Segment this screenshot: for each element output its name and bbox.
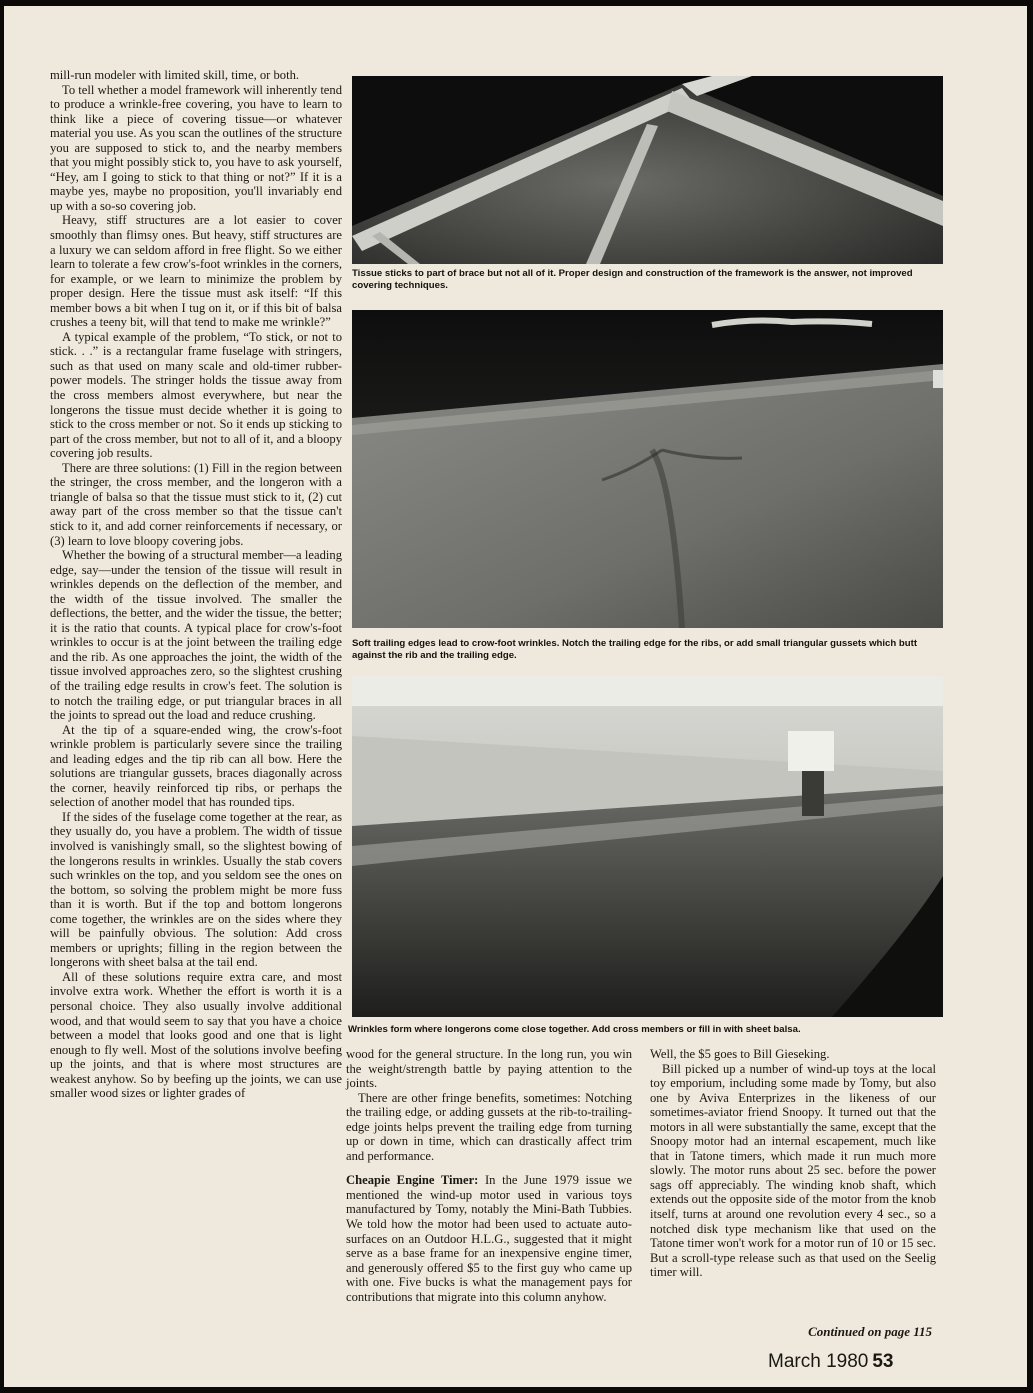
photo-caption: Wrinkles form where longerons come close together. Add cross members or fill in with sheet balsa. xyxy=(348,1024,801,1035)
paragraph: Well, the $5 goes to Bill Gieseking. xyxy=(650,1047,830,1061)
photo-caption: Tissue sticks to part of brace but not all of it. Proper design and construction of the framework is the answer, not improved covering techniques. xyxy=(352,268,913,292)
middle-text-column xyxy=(346,1047,632,1304)
paragraph: A typical example of the problem, “To stick, or not to stick. . .” is a rectangular frame fuselage with stringers, such as that used on many scale and old-timer rubber-power models. The stringer holds the tissue away from the cross members almost everywhere, but near the longerons the tissue must decide whether it is going to stick to the cross member or not. So it ends up sticking to part of the cross member, but not to all of it, and a bloopy covering job results. xyxy=(50,329,342,461)
issue-date: March 1980 xyxy=(768,1351,869,1372)
paragraph: Bill picked up a number of wind-up toys at the local toy emporium, including some made by Tomy, but also one by Aviva Enterprizes in the likeness of our sometimes-aviator friend Snoopy. It turned out that the motors in all were substantially the same, except that the Snoopy motor had an internal escapement, much like that in Tatone timers, which made it run much more slowly. The motor runs about 25 sec. before the power sags off appreciably. The winding knob shaft, which extends out the opposite side of the motor from the knob itself, turns at around one revolution every 4 sec., so a notched disk type mechanism like that used on the Tatone timer won't work for a motor run of 10 or 15 sec. But a scroll-type release such as that used on the Seelig timer will. xyxy=(650,1061,936,1280)
paragraph: Whether the bowing of a structural member—a leading edge, say—under the tension of the tissue will result in wrinkles depends on the deflection of the member, and the width of the tissue involved. The smaller the deflections, the better, and the wider the tissue, the better; it is the ratio that counts. A typical place for crow's-foot wrinkles to occur is at the joint between the trailing edge and the rib. As one approaches the joint, the width of the tissue involved approaches zero, so the slightest crushing of the trailing edge results in crow's feet. The solution is to notch the trailing edge, or put triangular braces in all the joints to spread out the load and reduce crushing. xyxy=(50,548,342,723)
timer-paragraph xyxy=(346,1173,632,1304)
paragraph: At the tip of a square-ended wing, the crow's-foot wrinkle problem is particularly severe since the trailing and leading edges and the tip rib can all bow. Here the solutions are triangular gussets, braces diagonally across the corner, heavily reinforced tip ribs, or perhaps the selection of another model that has rounded tips. xyxy=(50,722,342,810)
paragraph: To tell whether a model framework will inherently tend to produce a wrinkle-free covering, you have to learn to think like a piece of covering tissue—or whatever material you use. As you scan the outlines of the structure you are supposed to stick to, and the nearby members that you might possibly stick to, you have to ask yourself, “Hey, am I going to stick to that thing or not?” If it is a maybe yes, maybe no proposition, you'll invariably end up with a so-so covering job. xyxy=(50,82,342,213)
section-heading: Cheapie Engine Timer: xyxy=(346,1173,479,1188)
paragraph: wood for the general structure. In the long run, you win the weight/strength battle by paying attention to the joints. xyxy=(346,1047,632,1091)
left-text-column xyxy=(50,68,342,1101)
photo-tissue-brace xyxy=(352,76,943,264)
magazine-page xyxy=(4,6,1027,1387)
photo-longerons xyxy=(352,676,943,1017)
paragraph: There are other fringe benefits, sometimes: Notching the trailing edge, or adding gussets at the rib-to-trailing-edge joints helps prevent the trailing edge from turning up or down in time, which can drastically affect trim and performance. xyxy=(346,1090,632,1163)
paragraph: All of these solutions require extra care, and most involve extra work. Whether the effort is worth it is a personal choice. They also usually involve additional wood, and that would seem to say that you have a choice between a model that looks good and one that is light enough to fly well. Most of the solutions involve beefing up the joints, and that is where most structures are weakest anyhow. So by beefing up the joints, we can use smaller wood sizes or lighter grades of xyxy=(50,969,342,1101)
right-text-column xyxy=(650,1047,936,1280)
paragraph: If the sides of the fuselage come together at the rear, as they usually do, you have a problem. The width of tissue involved is vanishingly small, so the slightest bowing of the longerons results in wrinkles. Usually the stab covers such wrinkles on the top, and you seldom see the ones on the bottom, so solving the problem might be more fuss than it is worth. But if the top and bottom longerons come together, the wrinkles are on the sides where they will be painfully obvious. The solution: Add cross members or uprights; filling in the region between the longerons with sheet balsa at the tail end. xyxy=(50,809,342,970)
paragraph: mill-run modeler with limited skill, time, or both. xyxy=(50,68,300,82)
page-footer xyxy=(768,1351,938,1373)
paragraph: There are three solutions: (1) Fill in the region between the stringer, the cross member, and the longeron with a triangle of balsa so that the tissue must stick to it, (2) cut away part of the cross member so that the tissue can't stick to it, and add corner reinforcements if necessary, or (3) learn to love bloopy covering jobs. xyxy=(50,460,342,548)
section-body: In the June 1979 issue we mentioned the wind-up motor used in various toys manufactured by Tomy, notably the Mini-Bath Tubbies. We told how the motor had been used to actuate auto-surfaces on an Outdoor H.L.G., suggested that it might serve as a base frame for an inexpensive engine timer, and generously offered $5 to the first guy who came up with one. Five bucks is what the management pays for contributions that migrate into this column anyhow. xyxy=(346,1173,632,1304)
paragraph: Heavy, stiff structures are a lot easier to cover smoothly than flimsy ones. But heavy, stiff structures are a luxury we can seldom afford in free flight. So we either learn to tolerate a few crow's-foot wrinkles in the corners, for example, or we learn to minimize the problem by proper design. Here the tissue must ask itself: “If this member bows a bit when I tug on it, or if this bit of balsa crushes a teeny bit, will that tend to make me wrinkle?” xyxy=(50,213,342,330)
continued-note: Continued on page 115 xyxy=(808,1324,932,1339)
photo-caption: Soft trailing edges lead to crow-foot wrinkles. Notch the trailing edge for the ribs, or add small triangular gussets which butt against the rib and the trailing edge. xyxy=(352,638,918,662)
page-number: 53 xyxy=(872,1351,894,1372)
photo-trailing-edge xyxy=(352,310,943,628)
